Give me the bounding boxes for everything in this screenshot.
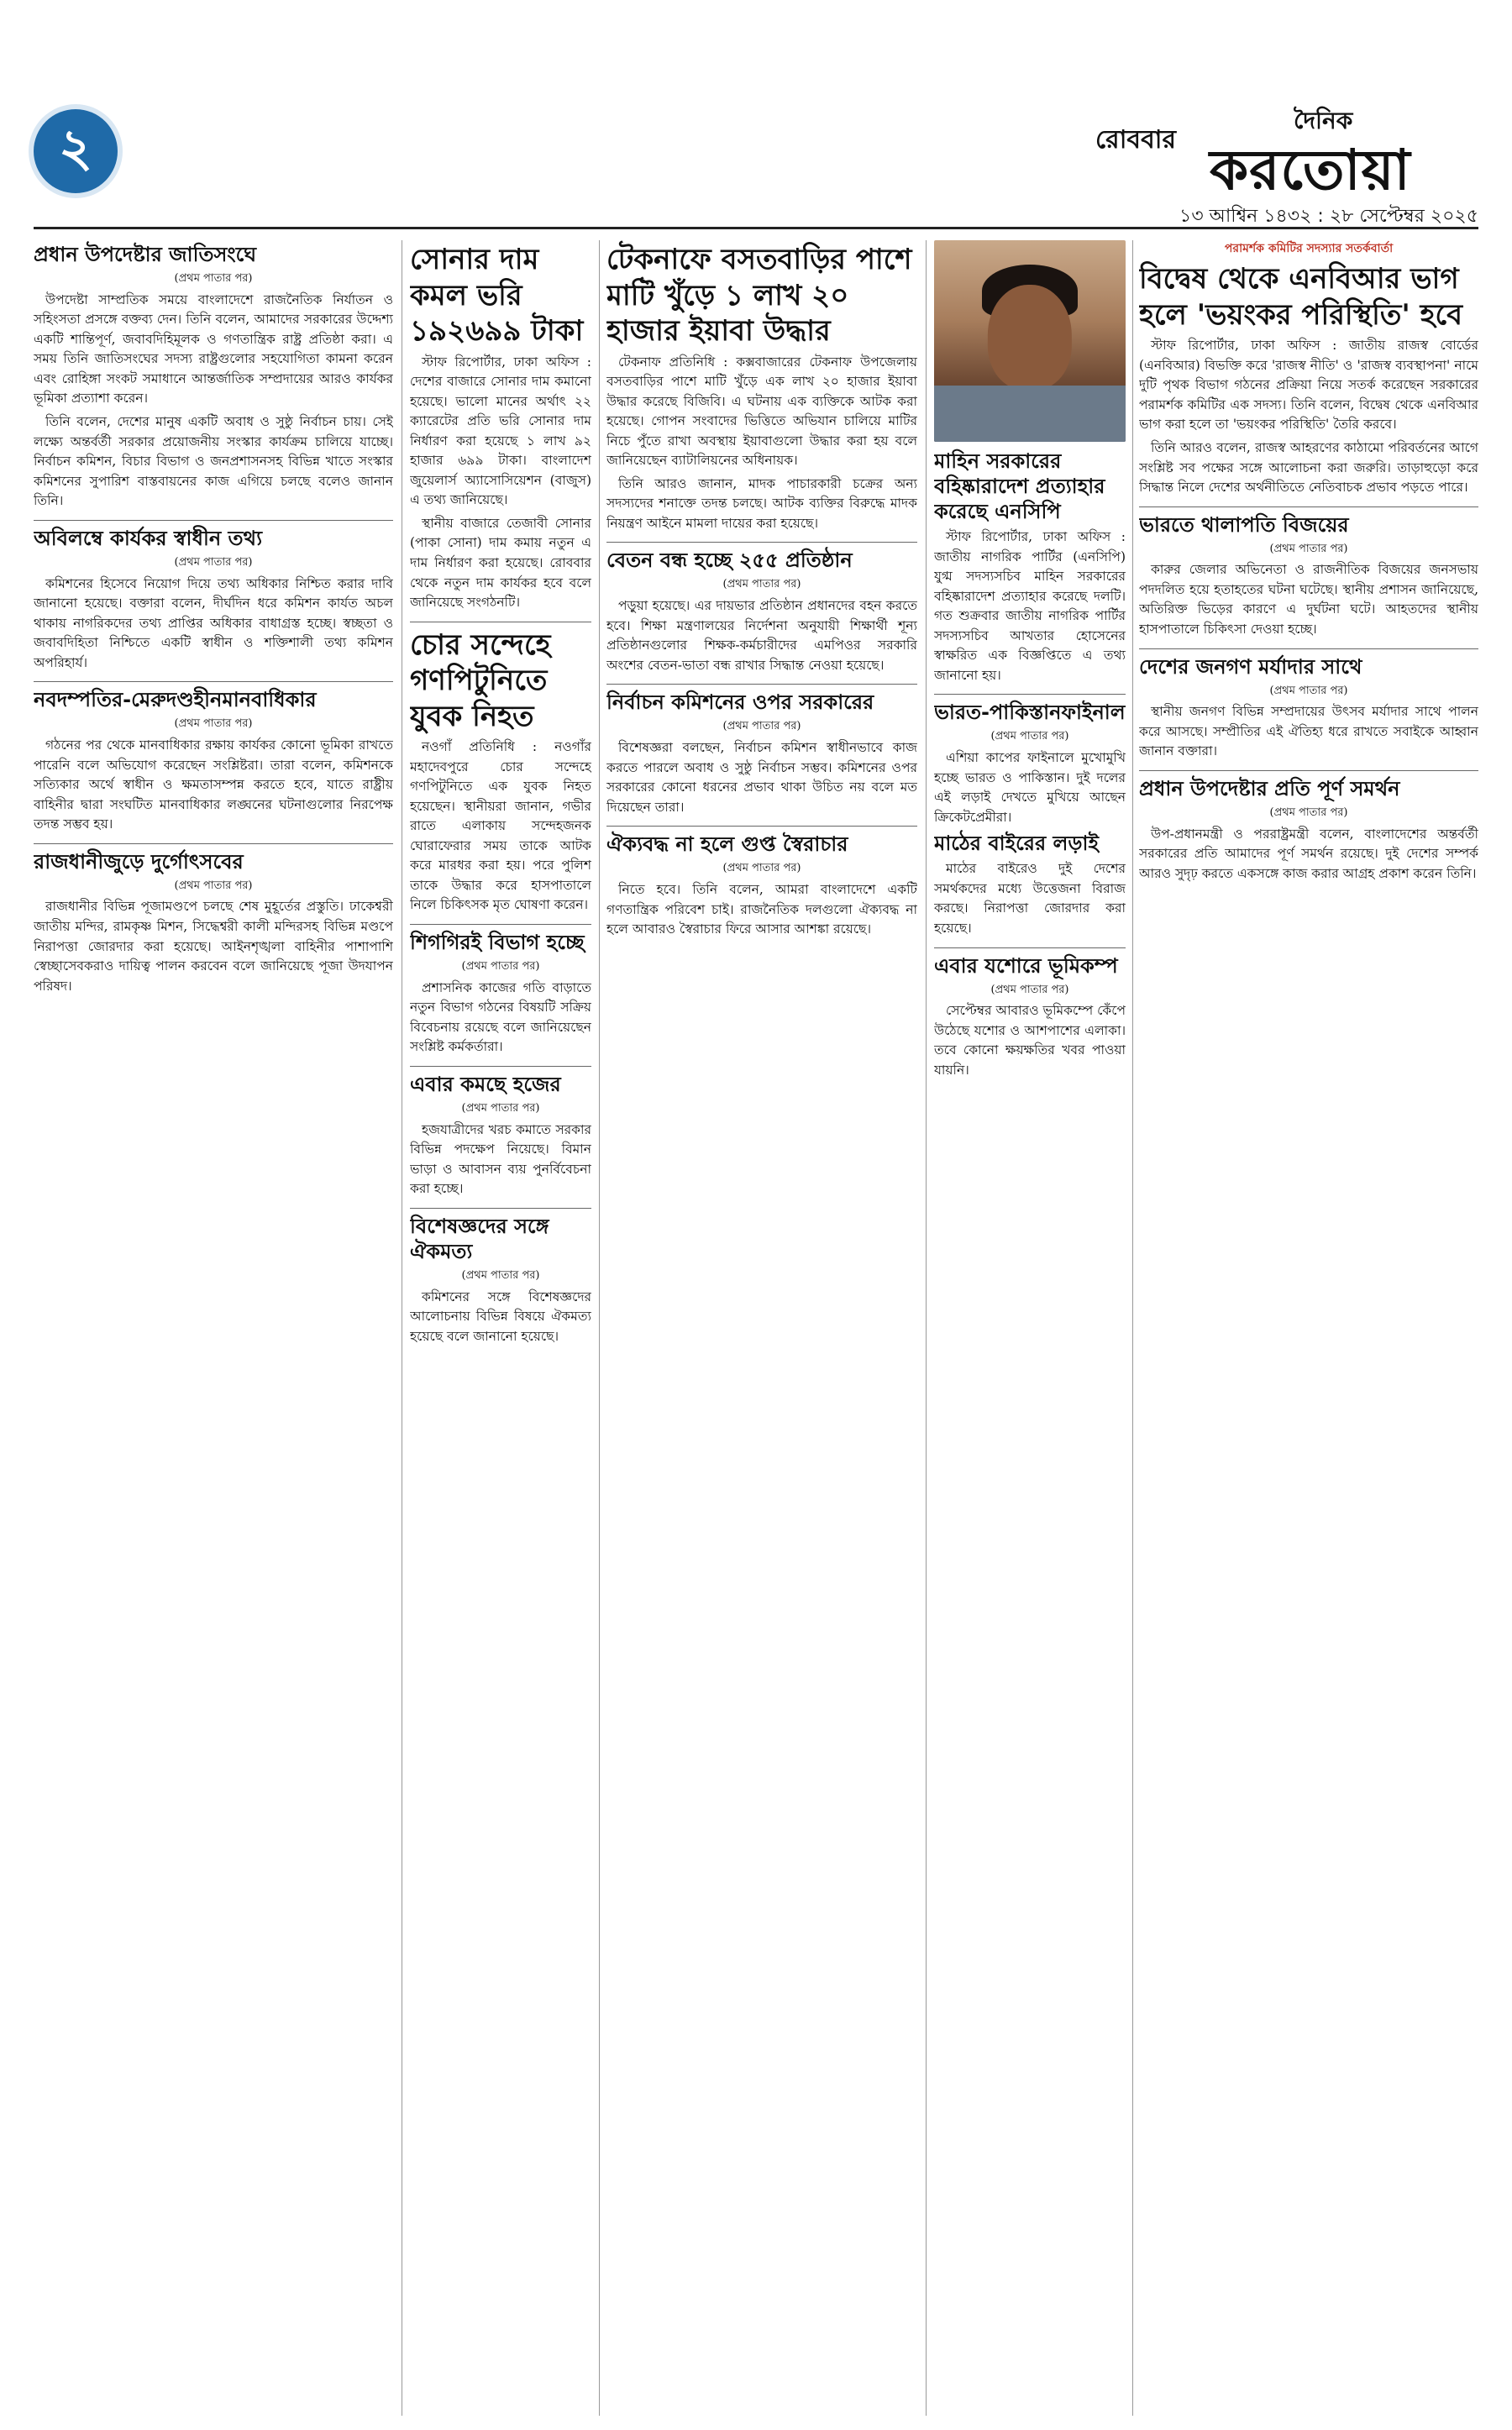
continued-label: (প্রথম পাতার পর): [174, 555, 253, 569]
divider: [410, 924, 591, 925]
headline-gold-price: সোনার দাম কমল ভরি ১৯২৬৯৯ টাকা: [410, 243, 584, 348]
article-paragraph: স্টাফ রিপোর্টার, ঢাকা অফিস : জাতীয় নাগরিক পার্টির (এনসিপি) যুগ্ম সদস্যসচিব মাহিন সরকারের বহিষ্কারাদেশ প্রত্যাহার করেছে দলটি। গত শুক্রবার জাতীয় নাগরিক পার্টির সদস্যসচিব আখতার হোসেনের স্বাক্ষরিত এক বিজ্ঞপ্তিতে এ তথ্য জানানো হয়।: [934, 529, 1126, 683]
divider: [606, 684, 917, 685]
headline-info-commission: অবিলম্বে কার্যকর স্বাধীন তথ্য: [34, 526, 263, 550]
continued-label: (প্রথম পাতার পর): [461, 1268, 540, 1282]
continued-label: (প্রথম পাতার পর): [722, 578, 801, 591]
headline-ncp-expulsion: মাহিন সরকারের বহিষ্কারাদেশ প্রত্যাহার করেছে এনসিপি: [934, 449, 1105, 523]
divider: [1139, 648, 1478, 649]
column-5: [1139, 240, 1478, 2416]
divider: [606, 542, 917, 543]
photo-face: [988, 285, 1072, 390]
headline-full-support: প্রধান উপদেষ্টার প্রতি পূর্ণ সমর্থন: [1139, 776, 1400, 800]
divider: [34, 843, 393, 844]
page-number-badge: ২: [34, 109, 118, 193]
continued-label: (প্রথম পাতার পর): [461, 1101, 540, 1115]
article-paragraph: নিতে হবে। তিনি বলেন, আমরা বাংলাদেশে একটি গণতান্ত্রিক পরিবেশ চাই। রাজনৈতিক দলগুলো ঐক্যবদ্ধ না হলে আবারও স্বৈরাচার ফিরে আসার আশঙ্কা রয়েছে।: [606, 882, 917, 937]
divider: [1139, 770, 1478, 771]
article-paragraph: স্টাফ রিপোর্টার, ঢাকা অফিস : জাতীয় রাজস্ব বোর্ডের (এনবিআর) বিভক্তি করে 'রাজস্ব নীতি' ও 'রাজস্ব ব্যবস্থাপনা' নামে দুটি পৃথক বিভাগ গঠনের প্রক্রিয়া নিয়ে সতর্ক করেছেন সরকারের পরামর্শক কমিটির এক সদস্য। তিনি বলেন, বিদ্বেষ থেকে এনবিআর ভাগ করা হলে তা 'ভয়ংকর পরিস্থিতি' তৈরি করবে।: [1139, 338, 1478, 433]
headline-yaba-recovery: টেকনাফে বসতবাড়ির পাশে মাটি খুঁড়ে ১ লাখ ২০ হাজার ইয়াবা উদ্ধার: [606, 243, 912, 348]
column-3: [606, 240, 917, 2416]
column-1: [34, 240, 393, 2416]
headline-vijay-rally: ভারতে থালাপতি বিজয়ের: [1139, 512, 1349, 537]
newspaper-logo: [1193, 101, 1478, 202]
article-paragraph: তিনি আরও জানান, মাদক পাচারকারী চক্রের অন্য সদস্যদের শনাক্তে তদন্ত চলছে। আটক ব্যক্তির বিরুদ্ধে মাদক নিয়ন্ত্রণ আইনে মামলা দায়ের করা হয়েছে।: [606, 475, 917, 531]
kicker-label: পরামর্শক কমিটির সদস্যার সতর্কবার্তা: [1224, 242, 1394, 255]
headline-election-commission: নির্বাচন কমিশনের ওপর সরকারের: [606, 690, 874, 715]
day-label: রোববার: [1095, 125, 1176, 155]
headline-mob-beating: চোর সন্দেহে গণপিটুনিতে যুবক নিহত: [410, 627, 551, 733]
headline-salary-stop: বেতন বন্ধ হচ্ছে ২৫৫ প্রতিষ্ঠান: [606, 548, 853, 573]
continued-label: (প্রথম পাতার পর): [174, 717, 253, 731]
column-rule: [599, 240, 600, 2416]
logo-small-text: দৈনিক: [1294, 107, 1353, 134]
headline-india-pakistan-final: ভারত-পাকিস্তানফাইনাল: [934, 701, 1126, 725]
column-4: [934, 240, 1126, 2416]
continued-label: (প্রথম পাতার পর): [1269, 806, 1348, 819]
headline-un-speech: প্রধান উপদেষ্টার জাতিসংঘে: [34, 243, 257, 266]
article-paragraph: পড়ুয়া হয়েছে। এর দায়ভার প্রতিষ্ঠান প্রধানদের বহন করতে হবে। শিক্ষা মন্ত্রণালয়ের নির্দেশনা অনুযায়ী শিক্ষার্থী শূন্য প্রতিষ্ঠানগুলোর শিক্ষক-কর্মচারীদের এমপিওর সরকারি অংশের বেতন-ভাতা বন্ধ রাখার সিদ্ধান্ত নেওয়া হয়েছে।: [606, 598, 917, 673]
divider: [934, 947, 1126, 948]
article-paragraph: উপ-প্রধানমন্ত্রী ও পররাষ্ট্রমন্ত্রী বলেন, বাংলাদেশের অন্তর্বর্তী সরকারের প্রতি আমাদের পূর্ণ সমর্থন রয়েছে। দুই দেশের সম্পর্ক আরও সুদৃঢ় করতে একসঙ্গে কাজ করার আগ্রহ প্রকাশ করেন তিনি।: [1139, 826, 1478, 881]
photo-shirt: [934, 386, 1126, 442]
article-paragraph: বিশেষজ্ঞরা বলছেন, নির্বাচন কমিশন স্বাধীনভাবে কাজ করতে পারলে অবাধ ও সুষ্ঠু নির্বাচন সম্ভব। কমিশনের ওপর সরকারের কোনো ধরনের প্রভাব থাকা উচিত নয় বলে মত দিয়েছেন তারা।: [606, 740, 917, 815]
article-paragraph: উপদেষ্টা সাম্প্রতিক সময়ে বাংলাদেশে রাজনৈতিক নির্যাতন ও সহিংসতা প্রসঙ্গে বক্তব্য দেন। তিনি বলেন, আমাদের সরকারের উদ্দেশ্য একটি শান্তিপূর্ণ, জবাবদিহিমূলক ও গণতান্ত্রিক রাষ্ট্র প্রতিষ্ঠা করা। এ সময় তিনি জাতিসংঘের সদস্য রাষ্ট্রগুলোর সহযোগিতা কামনা করেন এবং রোহিঙ্গা সংকট সমাধানে আন্তর্জাতিক সম্প্রদায়ের আরও কার্যকর ভূমিকা প্রত্যাশা করেন।: [34, 291, 393, 407]
headline-unity: ঐক্যবদ্ধ না হলে গুপ্ত স্বৈরাচার: [606, 832, 848, 857]
article-paragraph: হজযাত্রীদের খরচ কমাতে সরকার বিভিন্ন পদক্ষেপ নিয়েছে। বিমান ভাড়া ও আবাসন ব্যয় পুনর্বিবেচনা করা হচ্ছে।: [410, 1121, 591, 1197]
continued-label: (প্রথম পাতার পর): [722, 720, 801, 733]
article-paragraph: গঠনের পর থেকে মানবাধিকার রক্ষায় কার্যকর কোনো ভূমিকা রাখতে পারেনি বলে অভিযোগ করেছেন সংশ্লিষ্টরা। তারা বলেন, কমিশনকে সত্যিকার অর্থে স্বাধীন ও ক্ষমতাসম্পন্ন করতে হবে, যাতে রাষ্ট্রীয় বাহিনীর দ্বারা সংঘটিত মানবাধিকার লঙ্ঘনের ঘটনাগুলোর নিরপেক্ষ তদন্ত সম্ভব হয়।: [34, 737, 393, 832]
article-paragraph: কমিশনের হিসেবে নিয়োগ দিয়ে তথ্য অধিকার নিশ্চিত করার দাবি জানানো হয়েছে। বক্তারা বলেন, দীর্ঘদিন ধরে কমিশন কার্যত অচল থাকায় নাগরিকদের তথ্য প্রাপ্তির অধিকার বাধাগ্রস্ত হচ্ছে। স্বচ্ছতা ও জবাবদিহিতা নিশ্চিতে একটি স্বাধীন ও শক্তিশালী তথ্য কমিশন অপরিহার্য।: [34, 575, 393, 670]
continued-label: (প্রথম পাতার পর): [1269, 684, 1348, 697]
article-paragraph: টেকনাফ প্রতিনিধি : কক্সবাজারের টেকনাফ উপজেলায় বসতবাড়ির পাশে মাটি খুঁড়ে এক লাখ ২০ হাজার ইয়াবা উদ্ধার করেছে বিজিবি। এ ঘটনায় এক ব্যক্তিকে আটক করা হয়েছে। গোপন সংবাদের ভিত্তিতে অভিযান চালিয়ে মাটির নিচে পুঁতে রাখা অবস্থায় ইয়াবাগুলো উদ্ধার করা হয় বলে জানিয়েছেন ব্যাটালিয়নের অধিনায়ক।: [606, 354, 917, 469]
article-paragraph: স্থানীয় বাজারে তেজাবী সোনার (পাকা সোনা) দাম কমায় নতুন এ দাম নির্ধারণ করা হয়েছে। রোববার থেকে নতুন দাম কার্যকর হবে বলে জানিয়েছে সংগঠনটি।: [410, 515, 591, 611]
headline-public-dignity: দেশের জনগণ মর্যাদার সাথে: [1139, 654, 1362, 679]
divider: [934, 694, 1126, 695]
continued-label: (প্রথম পাতার পর): [174, 272, 253, 285]
continued-label: (প্রথম পাতার পর): [722, 862, 801, 875]
headline-hajj-cost: এবার কমছে হজের: [410, 1072, 561, 1096]
article-paragraph: এশিয়া কাপের ফাইনালে মুখোমুখি হচ্ছে ভারত ও পাকিস্তান। দুই দলের এই লড়াই দেখতে মুখিয়ে আছেন ক্রিকেটপ্রেমীরা।: [934, 750, 1126, 825]
divider: [34, 520, 393, 521]
headline-jessore-earthquake: এবার যশোরে ভূমিকম্প: [934, 953, 1118, 978]
headline-experts-consensus: বিশেষজ্ঞদের সঙ্গে ঐকমত্য: [410, 1214, 549, 1263]
subhead-off-field: মাঠের বাইরের লড়াই: [934, 832, 1099, 856]
date-line: ১৩ আশ্বিন ১৪৩২ : ২৮ সেপ্টেম্বর ২০২৫: [1179, 206, 1478, 227]
article-paragraph: স্থানীয় জনগণ বিভিন্ন সম্প্রদায়ের উৎসব মর্যাদার সাথে পালন করে আসছে। সম্প্রীতির এই ঐতিহ্য ধরে রাখতে সবাইকে আহ্বান জানান বক্তারা।: [1139, 704, 1478, 759]
continued-label: (প্রথম পাতার পর): [990, 983, 1069, 996]
headline-durga-puja: রাজধানীজুড়ে দুর্গোৎসবের: [34, 849, 244, 874]
headline-new-division: শিগগিরই বিভাগ হচ্ছে: [410, 931, 585, 955]
article-paragraph: স্টাফ রিপোর্টার, ঢাকা অফিস : দেশের বাজারে সোনার দাম কমানো হয়েছে। ভালো মানের অর্থাৎ ২২ ক্যারেটের প্রতি ভরি সোনার দাম নির্ধারণ করা হয়েছে ১ লাখ ৯২ হাজার ৬৯৯ টাকা। বাংলাদেশ জুয়েলার্স অ্যাসোসিয়েশন (বাজুস) এ তথ্য জানিয়েছে।: [410, 354, 591, 508]
divider: [34, 681, 393, 682]
masthead: [34, 101, 1478, 227]
article-paragraph: কমিশনের সঙ্গে বিশেষজ্ঞদের আলোচনায় বিভিন্ন বিষয়ে ঐকমত্য হয়েছে বলে জানানো হয়েছে।: [410, 1288, 591, 1344]
article-paragraph: সেপ্টেম্বর আবারও ভূমিকম্পে কেঁপে উঠেছে যশোর ও আশপাশের এলাকা। তবে কোনো ক্ষয়ক্ষতির খবর পাওয়া যায়নি।: [934, 1003, 1126, 1078]
headline-nbr-split: বিদ্বেষ থেকে এনবিআর ভাগ হলে 'ভয়ংকর পরিস্থিতি' হবে: [1139, 262, 1463, 332]
continued-label: (প্রথম পাতার পর): [174, 879, 253, 892]
divider: [410, 1066, 591, 1067]
divider: [606, 826, 917, 827]
article-paragraph: তিনি আরও বলেন, রাজস্ব আহরণের কাঠামো পরিবর্তনের আগে সংশ্লিষ্ট সব পক্ষের সঙ্গে আলোচনা করা জরুরি। তাড়াহুড়ো করে সিদ্ধান্ত নিলে দেশের অর্থনীতিতে নেতিবাচক প্রভাব পড়তে পারে।: [1139, 440, 1478, 496]
article-paragraph: নওগাঁ প্রতিনিধি : নওগাঁর মহাদেবপুরে চোর সন্দেহে গণপিটুনিতে এক যুবক নিহত হয়েছেন। স্থানীয়রা জানান, গভীর রাতে এলাকায় সন্দেহজনক ঘোরাফেরার সময় তাকে আটক করে মারধর করা হয়। পরে পুলিশ তাকে উদ্ধার করে হাসপাতালে নিলে চিকিৎসক মৃত ঘোষণা করেন।: [410, 739, 591, 913]
column-rule: [926, 240, 927, 2416]
article-paragraph: প্রশাসনিক কাজের গতি বাড়াতে নতুন বিভাগ গঠনের বিষয়টি সক্রিয় বিবেচনায় রয়েছে বলে জানিয়েছেন সংশ্লিষ্ট কর্মকর্তারা।: [410, 979, 591, 1055]
column-rule: [1132, 240, 1133, 2416]
article-paragraph: তিনি বলেন, দেশের মানুষ একটি অবাধ ও সুষ্ঠু নির্বাচন চায়। সেই লক্ষ্যে অন্তর্বর্তী সরকার প্রয়োজনীয় সংস্কার কার্যক্রম চালিয়ে যাচ্ছে। নির্বাচন কমিশন, বিচার বিভাগ ও জনপ্রশাসনসহ বিভিন্ন খাতে সংস্কার কমিশনের সুপারিশ বাস্তবায়নের কাজ এগিয়ে চলছে বলেও জানান তিনি।: [34, 414, 393, 509]
continued-label: (প্রথম পাতার পর): [461, 960, 540, 974]
article-paragraph: রাজধানীর বিভিন্ন পূজামণ্ডপে চলছে শেষ মুহূর্তের প্রস্তুতি। ঢাকেশ্বরী জাতীয় মন্দির, রামকৃষ্ণ মিশন, সিদ্ধেশ্বরী কালী মন্দিরসহ বিভিন্ন মণ্ডপে নিরাপত্তা জোরদার করা হয়েছে। আইনশৃঙ্খলা বাহিনীর পাশাপাশি স্বেচ্ছাসেবকরাও দায়িত্ব পালন করবেন বলে জানিয়েছে পূজা উদযাপন পরিষদ।: [34, 899, 393, 994]
article-paragraph: মাঠের বাইরেও দুই দেশের সমর্থকদের মধ্যে উত্তেজনা বিরাজ করছে। নিরাপত্তা জোরদার করা হয়েছে।: [934, 861, 1126, 936]
headline-human-rights: নবদম্পতির-মেরুদণ্ডহীনমানবাধিকার: [34, 688, 317, 712]
continued-label: (প্রথম পাতার পর): [990, 730, 1069, 743]
continued-label: (প্রথম পাতার পর): [1269, 542, 1348, 555]
divider: [1139, 506, 1478, 507]
logo-big-text: করতোয়া: [1210, 138, 1411, 202]
portrait-photo: [934, 240, 1126, 442]
column-2: [410, 240, 591, 2416]
masthead-rule: [34, 227, 1478, 229]
divider: [410, 1208, 591, 1209]
article-paragraph: কারুর জেলার অভিনেতা ও রাজনীতিক বিজয়ের জনসভায় পদদলিত হয়ে হতাহতের ঘটনা ঘটেছে। স্থানীয় প্রশাসন জানিয়েছে, অতিরিক্ত ভিড়ের কারণে এ দুর্ঘটনা ঘটে। আহতদের স্থানীয় হাসপাতালে চিকিৎসা দেওয়া হচ্ছে।: [1139, 562, 1478, 638]
